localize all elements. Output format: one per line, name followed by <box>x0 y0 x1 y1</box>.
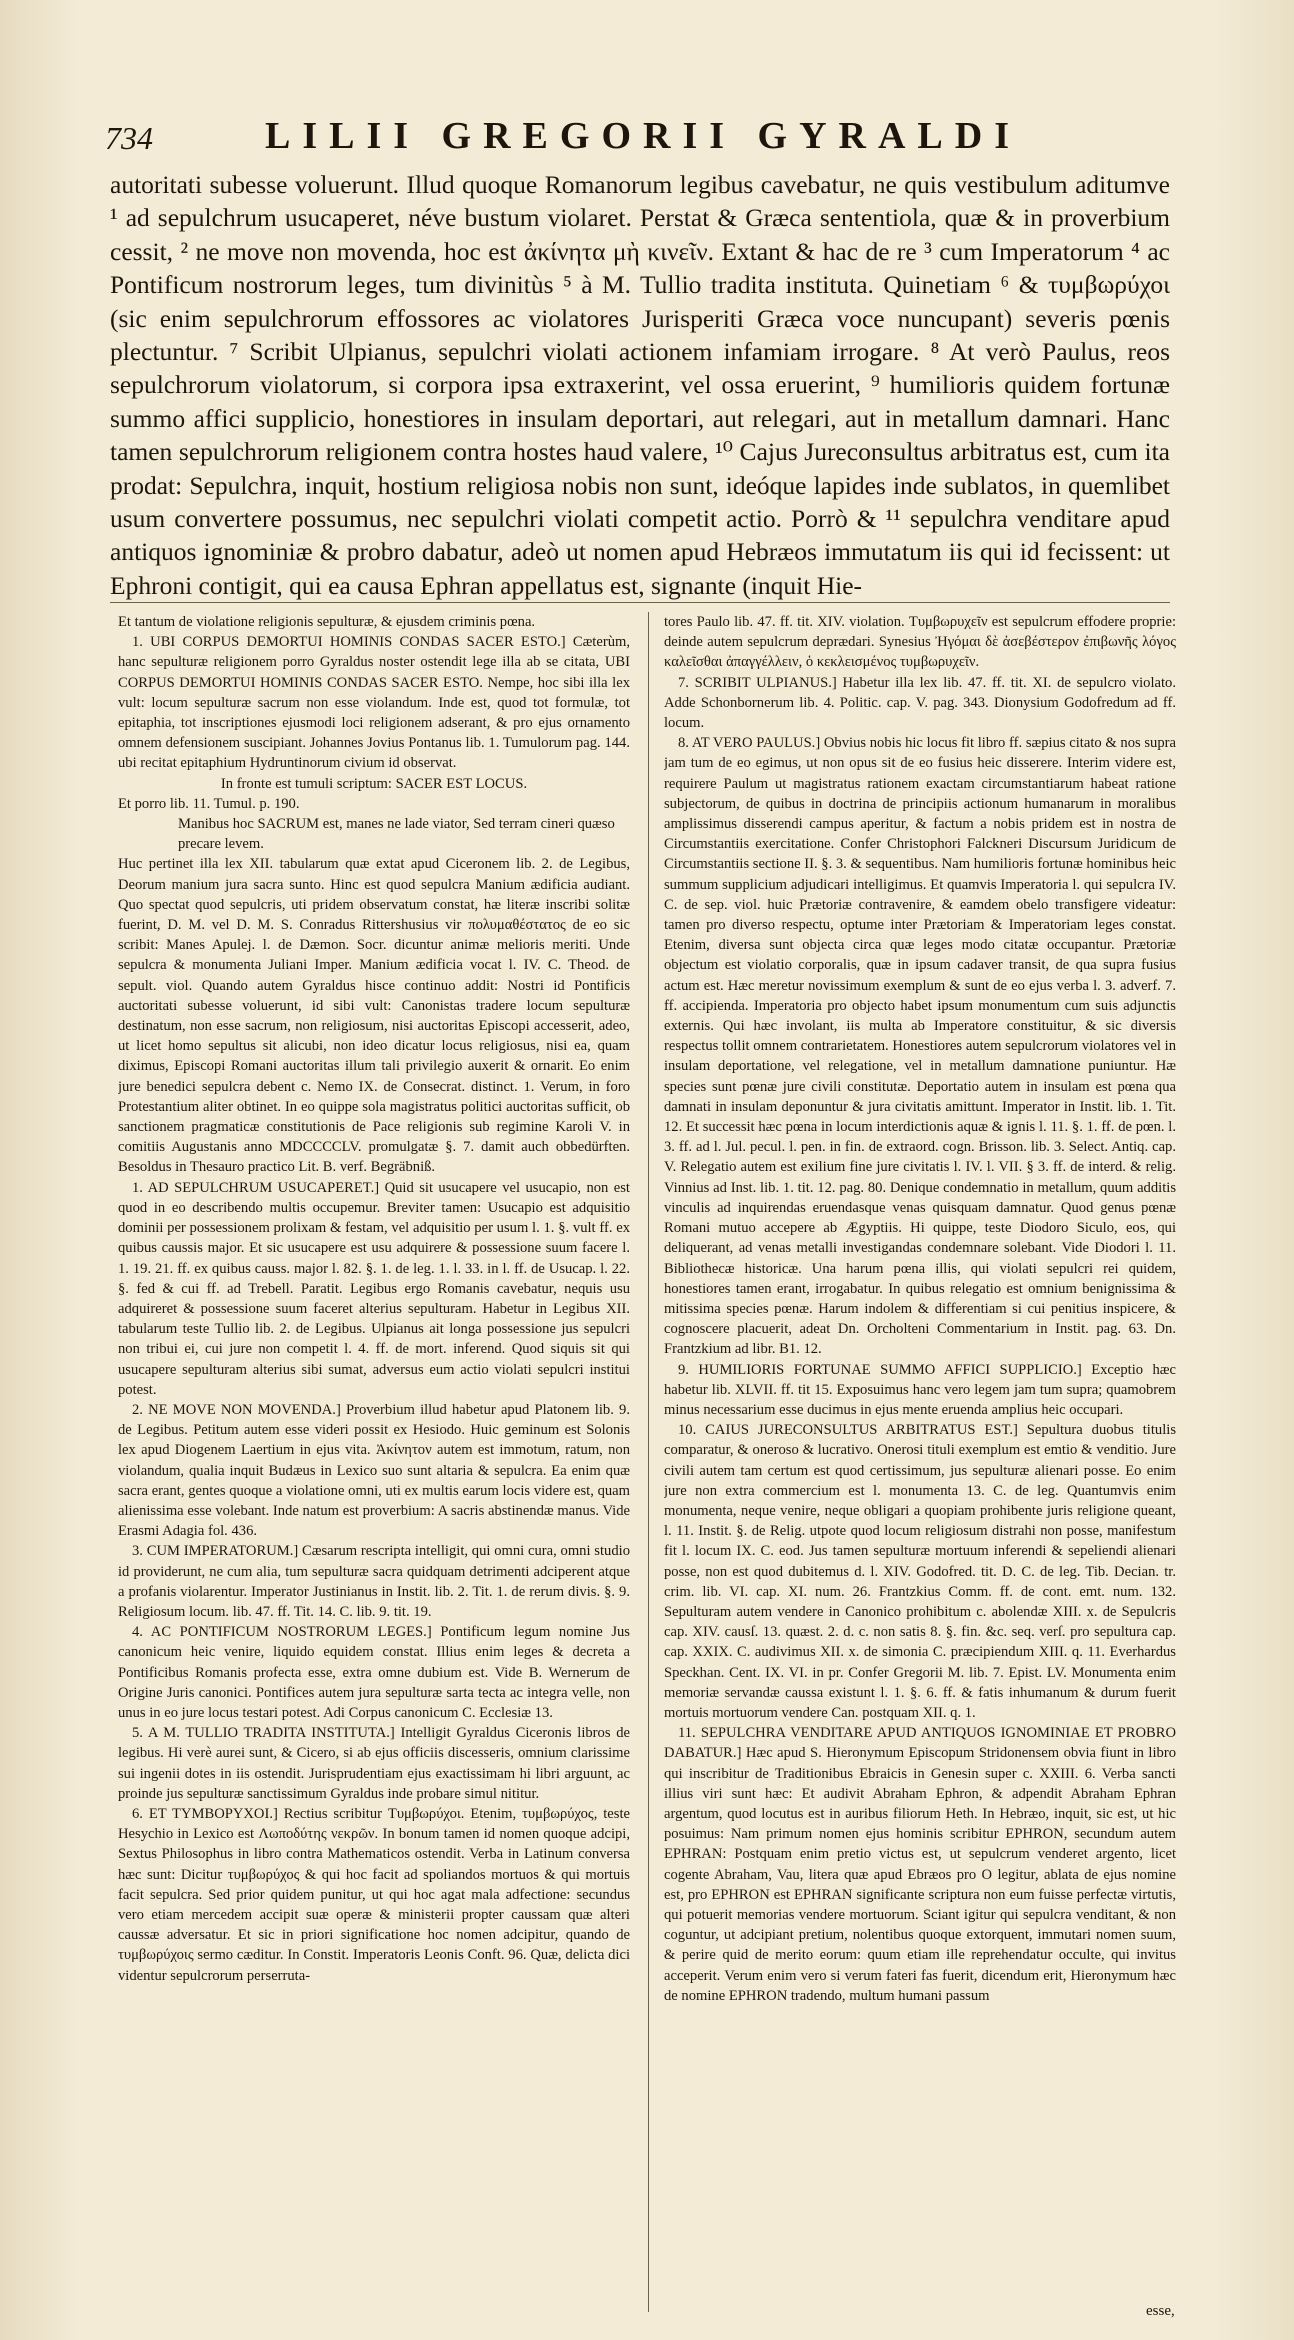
horizontal-rule <box>110 602 1170 603</box>
commentary-paragraph: tores Paulo lib. 47. ff. tit. XIV. violation. Τυμβωρυχεῖν est sepulcrum effodere proprie: deinde autem sepulcrum deprædari. Synesius Ἠγόμαι δὲ ἀσεβέστερον ἐπιβωνῆς λόγος καλεῖσθαι ἀπαγγέλλειν, ὁ κεκλεισμένος τυμβωρυχεῖν. <box>664 614 1176 671</box>
quoted-inscription: In fronte est tumuli scriptum: SACER EST LOCUS. <box>220 775 528 792</box>
commentary-paragraph: Huc pertinet illa lex XII. tabularum quæ extat apud Ciceronem lib. 2. de Legibus, Deorum manium jura sacra sunto. Hinc est quod sepulcra Manium ædificia audiant. Quo spectat quod sepulcris, uti pridem observatum constat, hæ literæ inscribi solitæ fuerint, D. M. vel D. M. S. Conradus Rittershusius vir πολυμαθέστατος de eo sic scribit: Manes Apulej. l. de Dæmon. Socr. dicuntur animæ melioris meriti. Unde sepulcra & monumenta Juliani Imper. Manium ædificia vocat l. IV. C. Theod. de sepult. viol. Quando autem Gyraldus hisce continuo addit: Nostri id Pontificis auctoritati subesse voluerunt, id sibi vult: Canonistas tradere locum sepulturæ destinatum, non esse sacrum, non religiosum, nisi auctoritas Episcopi accesserit, adeo, ut licet homo sepultus sit alicubi, non ideo dicatur locus religiosus, nisi ea, quam diximus, Episcopi Romani auctoritas illum tali privilegio auxerit & ornarit. Eo enim jure benedici sepulcra debent c. Nemo IX. de Consecrat. distinct. 1. Verum, in foro Protestantium aliter obtinet. In eo quippe sola magistratus politici auctoritas sufficit, ob sanctionem pragmaticæ constitutionis de Pace religionis sub regimine Karoli V. in comitiis Augustanis anno MDCCCCLV. promulgatæ §. 7. damit auch obbedürften. Besoldus in Thesauro practico Lit. B. verf. Begräbniß. <box>118 856 630 1176</box>
main-text-block <box>110 168 1170 602</box>
page-header <box>105 110 1165 162</box>
main-paragraph: autoritati subesse voluerunt. Illud quoque Romanorum legibus cavebatur, ne quis vestibulum aditumve ¹ ad sepulchrum usucaperet, néve bustum violaret. Perstat & Græca sententiola, quæ & in proverbium cessit, ² ne move non movenda, hoc est ἀκίνητα μὴ κινεῖν. Extant & hac de re ³ cum Imperatorum ⁴ ac Pontificum nostrorum leges, tum divinitùs ⁵ à M. Tullio tradita instituta. Quinetiam ⁶ & τυμβωρύχοι (sic enim sepulchrorum effossores ac violatores Jurisperiti Græca voce nuncupant) severis pœnis plectuntur. ⁷ Scribit Ulpianus, sepulchri violati actionem infamiam irrogare. ⁸ At verò Paulus, reos sepulchrorum violatorum, si corpora ipsa extraxerint, vel ossa eruerint, ⁹ humilioris quidem fortunæ summo affici supplicio, honestiores in insulam deportari, aut relegari, aut in metallum damnari. Hanc tamen sepulchrorum religionem contra hostes haud valere, ¹⁰ Cajus Jureconsultus arbitratus est, cum ita prodat: Sepulchra, inquit, hostium religiosa nobis non sunt, ideóque lapides inde sublatos, in quemlibet usum convertere possumus, nec sepulchri violati competit actio. Porrò & ¹¹ sepulchra venditare apud antiquos ignominiæ & probro dabatur, adeò ut nomen apud Hebræos immutatum iis qui id fecissent: ut Ephroni contigit, qui ea causa Ephran appellatus est, signante (inquit Hie- <box>110 170 1170 600</box>
commentary-note: 7. SCRIBIT ULPIANUS.] Habetur illa lex lib. 47. ff. tit. XI. de sepulcro violato. Adde Schonbornerum lib. 4. Politic. cap. V. pag. 343. Dionysium Godofredum ad ff. locum. <box>664 674 1176 732</box>
column-divider <box>648 612 649 2312</box>
commentary-note: 1. AD SEPULCHRUM USUCAPERET.] Quid sit usucapere vel usucapio, non est quod in eo describendo multis occupemur. Breviter tamen: Usucapio est adquisitio dominii per possessionem prolixam & festam, vel adquisitio per usum l. 1. §. vult ff. ex quibus caussis major. Et sic usucapere est usu adquirere & possessione suum facere l. 1. 19. 21. ff. ex quibus causs. major l. 82. §. 1. de leg. 1. l. 33. in l. ff. de Usucap. l. 22. §. fed & cui ff. ad Trebell. Paratit. Legibus ergo Romanis cavebatur, nequis usu adquireret & possessione suum faceret alterius sepulturam. Habetur in Legibus XII. tabularum teste Tullio lib. 2. de Legibus. Ulpianus ait longa possessione jus sepulcri non tribui ei, cui jure non competit l. 4. ff. de mort. inferend. Quod siquis sit qui usucapere sepulturam alterius sibi sumat, adversus eum actio violati sepulcri institui potest. <box>118 1179 630 1398</box>
commentary-paragraph: Et porro lib. 11. Tumul. p. 190. <box>118 795 300 812</box>
commentary-note: 2. NE MOVE NON MOVENDA.] Proverbium illud habetur apud Platonem lib. 9. de Legibus. Petitum autem esse videri possit ex Hesiodo. Huic geminum est Solonis lex apud Diogenem Laertium in ejus vita. Ἀκίνητον autem est immotum, ratum, non violandum, qualia inquit Budæus in Lexico suo sunt altaria & sepulcra. Ea enim quæ sacra erant, gentes quoque a violatione omni, uti ex multis earum locis videre est, quam alienissima esse volebant. Inde natum est proverbium: A sacris abstinendæ manus. Vide Erasmi Adagia fol. 436. <box>118 1401 630 1540</box>
commentary-note: 6. ET TYMBOPYXOI.] Rectius scribitur Τυμβωρύχοι. Etenim, τυμβωρύχος, teste Hesychio in Lexico est Λωποδύτης νεκρῶν. In bonum tamen id nomen quoque adcipi, Sextus Philosophus in libro contra Mathematicos ostendit. Verba in Latinum conversa hæc sunt: Dicitur τυμβωρύχος & qui hoc facit ad spoliandos mortuos & qui mortuis facit sepulcra. Sed prior quidem punitur, ut qui hoc agat mala adfectione: secundus vero etiam mercedem accipit suæ operæ & ministerii propter caussam quæ alteri caussæ adversatur. Et sic in priori significatione hoc nomen adcipitur, quando de τυμβωρύχοις sermo cæditur. In Constit. Imperatoris Leonis Conft. 96. Quæ, delicta dici videntur sepulcrorum perserruta- <box>118 1805 630 1984</box>
commentary-note: 8. AT VERO PAULUS.] Obvius nobis hic locus fit libro ff. sæpius citato & nos supra jam tum de eo egimus, ut non opus sit de eo fusius heic disserere. Interim videre est, requirere Paulum ut magistratus rationem exactam circumstantiarum habeat ratione subjectorum, de quibus in doctrina de principiis actionum humanarum in moralibus amplissimus disserendi campus aperitur, & factum a nobis pridem est in nostra de Circumstantiis exercitatione. Confer Christophori Falckneri Discursum Juridicum de Circumstantiis sectione II. §. 3. & sequentibus. Nam humilioris fortunæ hominibus heic summum supplicium adjudicari intelligimus. Et quamvis Imperatoria l. qui sepulcra IV. C. de sep. viol. huic Prætoriæ contravenire, & eamdem obelo transfigere videatur: tamen pro diverso respectu, optume inter Prætoriam & Imperatoriam leges constat. Etenim, diversa sunt objecta circa quæ leges modo citatæ occupantur. Prætoriæ objectum est violatio corporalis, quæ in ipsum cadaver transit, de qua supra fusius actum est. Hæc meretur novissimum exemplum & sunt de eo ejus verba l. 3. adverf. 7. ff. accipienda. Imperatoria pro objecto habet ipsum monumentum cum suis adjunctis externis. Qui hæc involant, iis multa ab Imperatore constituitur, & sic diversis respectus tollit omnem contrarietatem. Honestiores autem sepulcrorum violatores vel in insulam deportatione, vel relegatione, vel in metallum damnatione puniuntur. Hæ species sunt pœnæ jure civili constitutæ. Deportatio autem in insulam est pœna qua damnati in insulam deponuntur & jura civitatis amittunt. Imperator in Instit. lib. 1. Tit. 12. Et successit hæc pœna in locum interdictionis aquæ & ignis l. 11. §. 1. ff. de pœn. l. 3. ff. ad l. Jul. pecul. l. pen. in fin. de extraord. cogn. Brisson. lib. 3. Select. Antiq. cap. V. Relegatio autem est exilium fine jure civitatis l. IV. l. VII. § 3. ff. de interd. & relig. Vinnius ad Inst. lib. 1. tit. 12. pag. 80. Denique condemnatio in metallum, quum additis vinculis ad inquirendas eruendasque venas quisquam damnatur. Quod genus pœnæ Romani mutuo accepere ab Ægyptiis. Hi quippe, teste Diodoro Siculo, eos, qui deliquerant, ad venas metalli investigandas condemnare solebant. Vide Diodori l. 11. Bibliothecæ historicæ. Una harum pœna illis, qui violati sepulcri rei quidem, honestiores tamen erant, irrogabatur. In quibus relegatio est omnium benignissima & mitissima species pœnæ. Harum indolem & differentiam si cui penitius inspicere, & cognoscere placuerit, adeat Dn. Orcholteni Commentarium in Instit. pag. 63. Dn. Frantzkium ad libr. B1. 12. <box>664 735 1176 1358</box>
quoted-verse: Manibus hoc SACRUM est, manes ne lade viator, Sed terram cineri quæso precare levem. <box>178 816 615 853</box>
commentary-note: 9. HUMILIORIS FORTUNAE SUMMO AFFICI SUPPLICIO.] Exceptio hæc habetur lib. XLVII. ff. tit 15. Exposuimus hanc vero legem jam tum supra; quamobrem minus necessarium esse ducimus in ejus mente eruenda amplius heic occupari. <box>664 1361 1176 1418</box>
commentary-note: 1. UBI CORPUS DEMORTUI HOMINIS CONDAS SACER ESTO.] Cæterùm, hanc sepulturæ religionem porro Gyraldus noster ostendit lege illa ab se citata, UBI CORPUS DEMORTUI HOMINIS CONDAS SACER ESTO. Nempe, hoc sibi illa lex vult: locum sepulturæ sacrum non esse violandum. Inde est, quod tot formulæ, tot epitaphia, tot inscriptiones ejusmodi loci religionem adserant, & pro ejus ornamento omnem defensionem suscipiant. Johannes Jovius Pontanus lib. 1. Tumulorum pag. 144. ubi recitat epitaphium Hydruntinorum civium id observat. <box>118 634 630 772</box>
catchword: esse, <box>1146 2303 1175 2319</box>
commentary-right-column <box>664 612 1176 2327</box>
page-number: 734 <box>105 120 153 156</box>
commentary-note: 4. AC PONTIFICUM NOSTRORUM LEGES.] Pontificum legum nomine Jus canonicum heic venire, liquido equidem constat. Illius enim leges & decreta a Pontificibus Romanis profecta esse, extra omne dubium est. Vide B. Wernerum de Origine Juris canonici. Pontifices autem jura sepulturæ sarta tecta ac integra velle, non unus in eo jure locus testari potest. Adi Corpus canonicum C. Ecclesiæ 13. <box>118 1624 630 1721</box>
commentary-paragraph: Et tantum de violatione religionis sepulturæ, & ejusdem criminis pœna. <box>118 614 536 630</box>
commentary-note: 10. CAIUS JURECONSULTUS ARBITRATUS EST.] Sepultura duobus titulis comparatur, & onerosо & lucrativo. Onerosi tituli exemplum est emtio & venditio. Jure civili autem tam certum est quod certissimum, jus sepulturæ alienari posse. Eo enim jure non extra commercium est l. monumenta 13. C. de leg. Quantumvis enim monumenta, neque venire, neque obligari a quopiam prohibente juris religione queant, l. 11. Instit. §. de Relig. utpote quod locum religiosum distrahi non posse, manifestum fit l. locum IX. C. eod. Jus tamen sepulturæ mortuum inferendi & sepeliendi alienari posse, non est quod dubitemus d. l. XIV. Godofred. tit. D. C. de leg. Tib. Decian. tr. crim. lib. VI. cap. XI. num. 26. Frantzkius Comm. ff. de cont. emt. num. 132. Sepulturam autem vendere in Canonico prohibitum c. abolendæ XIII. x. de Sepulcris cap. XIV. causſ. 13. quæst. 2. d. c. non satis 8. §. fin. &c. seq. verſ. pro sepultura cap. cap. XXIX. C. audivimus XII. x. de simonia C. præcipiendum XIII. q. 11. Everhardus Speckhan. Cent. IX. VI. in pr. Confer Gregorii M. lib. 7. Epist. LV. Monumenta enim memoriæ servandæ caussa existunt l. 1. §. 6. ff. & fatis inhumanum & durum fuerit mortuis mortuorum vendere Can. postquam XII. q. 1. <box>664 1422 1176 1721</box>
commentary-left-column <box>118 612 630 2327</box>
commentary-note: 11. SEPULCHRA VENDITARE APUD ANTIQUOS IGNOMINIAE ET PROBRO DABATUR.] Hæc apud S. Hieronymum Episcopum Stridonensem obvia fiunt in libro qui inscribitur de Traditionibus Ebraicis in Genesin super c. XXIII. 6. Verba sancti illius viri sunt hæc: Et audivit Abraham Ephron, & adpendit Abraham Ephran argentum, quod locutus est in auribus filiorum Heth. In Hebræo, inquit, sic est, ut hic posuimus: Nam primum nomen ejus hominis scribitur EPHRON, secundum autem EPHRAN: Postquam enim pretio victus est, ut sepulcrum venderet argento, licet cogente Abraham, Vau, litera quæ apud Ebræos pro O legitur, ablata de ejus nomine est, pro EPHRON est EPHRAN significante scriptura non eum fuisse perfectæ virtutis, qui potuerit memorias vendere mortuorum. Sciant igitur qui sepulcra venditant, & non coguntur, ut adcipiant pretium, nolentibus quoque extorquent, immutari nomen suum, & perire quid de merito eorum: quum etiam ille reprehendatur occulte, qui invitus acceperit. Verum enim vero si verum fateri fas fuerit, dicendum erit, Hieronymum hæc de nomine EPHRON tradendo, multum humani passum <box>664 1725 1176 2004</box>
running-title: LILII GREGORII GYRALDI <box>265 115 1021 157</box>
commentary-note: 5. A M. TULLIO TRADITA INSTITUTA.] Intelligit Gyraldus Ciceronis libros de legibus. Hi verè aurei sunt, & Cicero, si ab ejus officiis discesseris, omnium clarissime sui ingenii dotes in iis ostendit. Jurisprudentiam ejus exactissimam hi libri arguunt, ac proinde jus sepulturæ sanctissimum Gyraldus inde probare simul nititur. <box>118 1725 630 1802</box>
commentary-note: 3. CUM IMPERATORUM.] Cæsarum rescripta intelligit, qui omni cura, omni studio id providerunt, ne cum alia, tum sepulturæ sacra quidquam detrimenti adciperent atque a profanis violarentur. Imperator Justinianus in Instit. lib. 2. Tit. 1. de rerum divis. §. 9. Religiosum locum. lib. 47. ff. Tit. 14. C. lib. 9. tit. 19. <box>118 1543 630 1620</box>
